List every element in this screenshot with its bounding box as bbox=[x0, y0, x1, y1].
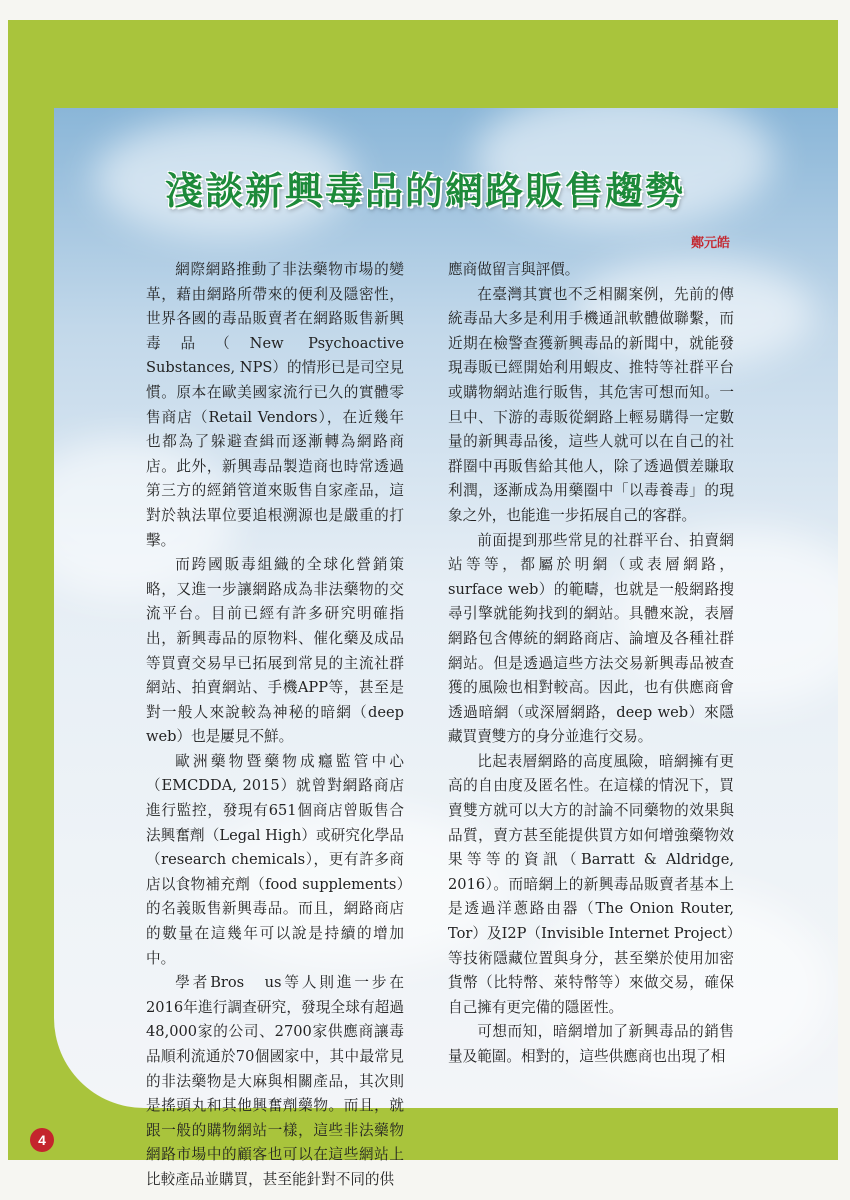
left-column bbox=[146, 258, 404, 1193]
author-name: 鄭元皓 bbox=[690, 236, 730, 251]
paragraph-continuation: 應商做留言與評價。 bbox=[448, 261, 580, 278]
paragraph: 學者Bros us等人則進一步在2016年進行調查研究，發現全球有超過48,000家的公司、2700家供應商讓毒品順利流通於70個國家中，其中最常見的非法藥物是大麻與相關產品，其次則是搖頭丸和其他興奮劑藥物。而且，就跟一般的購物網站一樣，這些非法藥物網路市場中的顧客也可以在這些網站上比較產品並購買，甚至能針對不同的供 bbox=[146, 974, 404, 1188]
paragraph: 在臺灣其實也不乏相關案例，先前的傳統毒品大多是利用手機通訊軟體做聯繫，而近期在檢警查獲新興毒品的新聞中，就能發現毒販已經開始利用蝦皮、推特等社群平台或購物網站進行販售，其危害可想而知。一旦中、下游的毒販從網路上輕易購得一定數量的新興毒品後，這些人就可以在自己的社群圈中再販售給其他人，除了透過價差賺取利潤，逐漸成為用藥圈中「以毒養毒」的現象之外，也能進一步拓展自己的客群。 bbox=[448, 285, 734, 524]
paragraph: 而跨國販毒組織的全球化營銷策略，又進一步讓網路成為非法藥物的交流平台。目前已經有許多研究明確指出，新興毒品的原物料、催化藥及成品等買賣交易早已拓展到常見的主流社群網站、拍賣網站、手機APP等，甚至是對一般人來說較為神秘的暗網（deep web）也是屢見不鮮。 bbox=[146, 556, 404, 746]
paragraph: 歐洲藥物暨藥物成癮監管中心（EMCDDA, 2015）就曾對網路商店進行監控，發現有651個商店曾販售合法興奮劑（Legal High）或研究化學品（research chemicals），更有許多商店以食物補充劑（food supplements）的名義販售新興毒品。而且，網路商店的數量在這幾年可以說是持續的增加中。 bbox=[146, 752, 404, 967]
paragraph: 比起表層網路的高度風險，暗網擁有更高的自由度及匿名性。在這樣的情況下，買賣雙方就可以大方的討論不同藥物的效果與品質，賣方甚至能提供買方如何增強藥物效果等等的資訊（Barratt & Aldridge, 2016）。而暗網上的新興毒品販賣者基本上是透過洋蔥路由器（The Onion Router, Tor）及I2P（Invisible Internet Project）等技術隱藏位置與身分，甚至樂於使用加密貨幣（比特幣、萊特幣等）來做交易，確保自己擁有更完備的隱匿性。 bbox=[448, 752, 734, 1016]
paragraph: 網際網路推動了非法藥物市場的變革，藉由網路所帶來的便利及隱密性，世界各國的毒品販賣者在網路販售新興毒品（New Psychoactive Substances, NPS）的情形已是司空見慣。原本在歐美國家流行已久的實體零售商店（Retail Vendors），在近幾年也都為了躲避查緝而逐漸轉為網路商店。此外，新興毒品製造商也時常透過第三方的經銷管道來販售自家產品，這對於執法單位要追根溯源也是嚴重的打擊。 bbox=[146, 261, 404, 549]
right-column bbox=[448, 258, 734, 1070]
article-title: 淺談新興毒品的網路販售趨勢 bbox=[164, 168, 685, 213]
paragraph: 前面提到那些常見的社群平台、拍賣網站等等，都屬於明網（或表層網路，surface web）的範疇，也就是一般網路搜尋引擎就能夠找到的網站。具體來說，表層網路包含傳統的網路商店、論壇及各種社群網站。但是透過這些方法交易新興毒品被查獲的風險也相對較高。因此，也有供應商會透過暗網（或深層網路，deep web）來隱藏買賣雙方的身分並進行交易。 bbox=[448, 531, 734, 746]
paragraph: 可想而知，暗網增加了新興毒品的銷售量及範圍。相對的，這些供應商也出現了相 bbox=[448, 1023, 734, 1065]
page-number: 4 bbox=[30, 1128, 54, 1152]
